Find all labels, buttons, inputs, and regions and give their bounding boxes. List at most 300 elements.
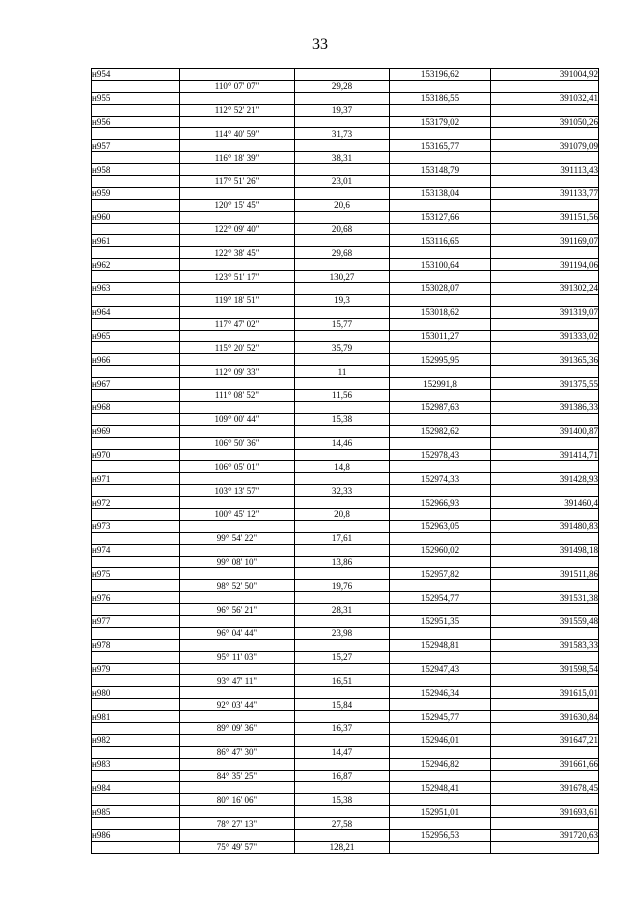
distance-cell-empty	[295, 401, 390, 413]
y-cell-empty	[491, 271, 599, 283]
point-row	[92, 568, 599, 580]
segment-length: 35,79	[295, 342, 390, 354]
x-coordinate: 153165,77	[390, 140, 491, 152]
coordinates-table-body	[92, 69, 599, 854]
segment-length: 128,21	[295, 841, 390, 853]
angle-cell-empty	[180, 711, 295, 723]
direction-angle: 80° 16' 06"	[180, 794, 295, 806]
point-name: н974	[92, 544, 180, 556]
y-coordinate: 391400,87	[491, 425, 599, 437]
y-cell-empty	[491, 651, 599, 663]
angle-cell-empty	[180, 782, 295, 794]
point-name-continuation	[92, 841, 180, 853]
y-coordinate: 391615,01	[491, 687, 599, 699]
y-coordinate: 391169,07	[491, 235, 599, 247]
y-cell-empty	[491, 627, 599, 639]
segment-row	[92, 342, 599, 354]
point-name-continuation	[92, 80, 180, 92]
point-name: н961	[92, 235, 180, 247]
distance-cell-empty	[295, 711, 390, 723]
segment-row	[92, 318, 599, 330]
y-coordinate: 391194,06	[491, 259, 599, 271]
distance-cell-empty	[295, 425, 390, 437]
segment-length: 11	[295, 366, 390, 378]
point-row	[92, 806, 599, 818]
point-name-continuation	[92, 342, 180, 354]
x-cell-empty	[390, 604, 491, 616]
point-name: н984	[92, 782, 180, 794]
point-name-continuation	[92, 699, 180, 711]
point-row	[92, 687, 599, 699]
segment-length: 130,27	[295, 271, 390, 283]
distance-cell-empty	[295, 306, 390, 318]
x-cell-empty	[390, 128, 491, 140]
angle-cell-empty	[180, 806, 295, 818]
y-coordinate: 391480,83	[491, 520, 599, 532]
y-cell-empty	[491, 342, 599, 354]
y-cell-empty	[491, 128, 599, 140]
point-name: н972	[92, 497, 180, 509]
x-cell-empty	[390, 699, 491, 711]
distance-cell-empty	[295, 806, 390, 818]
angle-cell-empty	[180, 164, 295, 176]
direction-angle: 99° 54' 22"	[180, 532, 295, 544]
x-cell-empty	[390, 770, 491, 782]
point-name-continuation	[92, 104, 180, 116]
point-row	[92, 164, 599, 176]
direction-angle: 106° 50' 36"	[180, 437, 295, 449]
segment-row	[92, 604, 599, 616]
y-cell-empty	[491, 366, 599, 378]
distance-cell-empty	[295, 663, 390, 675]
point-name-continuation	[92, 461, 180, 473]
segment-length: 20,6	[295, 199, 390, 211]
segment-row	[92, 532, 599, 544]
y-coordinate: 391598,54	[491, 663, 599, 675]
x-cell-empty	[390, 342, 491, 354]
point-name-continuation	[92, 770, 180, 782]
point-name: н960	[92, 211, 180, 223]
y-cell-empty	[491, 294, 599, 306]
y-cell-empty	[491, 746, 599, 758]
point-name: н970	[92, 449, 180, 461]
point-name: н954	[92, 69, 180, 81]
segment-row	[92, 366, 599, 378]
x-cell-empty	[390, 508, 491, 520]
point-row	[92, 354, 599, 366]
y-coordinate: 391647,21	[491, 734, 599, 746]
y-cell-empty	[491, 770, 599, 782]
angle-cell-empty	[180, 378, 295, 390]
point-row	[92, 830, 599, 842]
point-row	[92, 211, 599, 223]
y-coordinate: 391133,77	[491, 187, 599, 199]
segment-length: 15,27	[295, 651, 390, 663]
y-coordinate: 391365,36	[491, 354, 599, 366]
y-cell-empty	[491, 485, 599, 497]
angle-cell-empty	[180, 259, 295, 271]
x-coordinate: 152982,62	[390, 425, 491, 437]
distance-cell-empty	[295, 164, 390, 176]
point-name: н971	[92, 473, 180, 485]
angle-cell-empty	[180, 663, 295, 675]
segment-row	[92, 294, 599, 306]
point-name: н973	[92, 520, 180, 532]
x-cell-empty	[390, 722, 491, 734]
x-cell-empty	[390, 580, 491, 592]
point-row	[92, 497, 599, 509]
distance-cell-empty	[295, 235, 390, 247]
direction-angle: 96° 56' 21"	[180, 604, 295, 616]
point-row	[92, 69, 599, 81]
point-name: н967	[92, 378, 180, 390]
angle-cell-empty	[180, 140, 295, 152]
segment-row	[92, 722, 599, 734]
segment-row	[92, 651, 599, 663]
point-name-continuation	[92, 794, 180, 806]
distance-cell-empty	[295, 449, 390, 461]
point-row	[92, 544, 599, 556]
point-name: н983	[92, 758, 180, 770]
distance-cell-empty	[295, 782, 390, 794]
direction-angle: 117° 51' 26"	[180, 176, 295, 188]
point-name-continuation	[92, 199, 180, 211]
y-cell-empty	[491, 508, 599, 520]
distance-cell-empty	[295, 378, 390, 390]
distance-cell-empty	[295, 544, 390, 556]
point-row	[92, 401, 599, 413]
distance-cell-empty	[295, 758, 390, 770]
angle-cell-empty	[180, 425, 295, 437]
x-cell-empty	[390, 818, 491, 830]
point-row	[92, 711, 599, 723]
y-coordinate: 391661,66	[491, 758, 599, 770]
y-coordinate: 391375,55	[491, 378, 599, 390]
y-coordinate: 391386,33	[491, 401, 599, 413]
point-name: н963	[92, 283, 180, 295]
segment-length: 23,01	[295, 176, 390, 188]
y-cell-empty	[491, 580, 599, 592]
angle-cell-empty	[180, 568, 295, 580]
point-name: н982	[92, 734, 180, 746]
angle-cell-empty	[180, 187, 295, 199]
y-coordinate: 391460,4	[491, 497, 599, 509]
segment-length: 19,3	[295, 294, 390, 306]
point-name: н955	[92, 92, 180, 104]
direction-angle: 92° 03' 44"	[180, 699, 295, 711]
point-name: н978	[92, 639, 180, 651]
point-name-continuation	[92, 366, 180, 378]
point-row	[92, 449, 599, 461]
point-name: н976	[92, 592, 180, 604]
y-cell-empty	[491, 532, 599, 544]
x-coordinate: 153116,65	[390, 235, 491, 247]
direction-angle: 122° 09' 40"	[180, 223, 295, 235]
segment-length: 16,51	[295, 675, 390, 687]
point-name-continuation	[92, 176, 180, 188]
direction-angle: 114° 40' 59"	[180, 128, 295, 140]
point-name: н979	[92, 663, 180, 675]
x-coordinate: 153138,04	[390, 187, 491, 199]
angle-cell-empty	[180, 211, 295, 223]
point-name-continuation	[92, 746, 180, 758]
point-row	[92, 639, 599, 651]
point-name: н981	[92, 711, 180, 723]
x-coordinate: 152947,43	[390, 663, 491, 675]
distance-cell-empty	[295, 330, 390, 342]
x-coordinate: 153148,79	[390, 164, 491, 176]
angle-cell-empty	[180, 639, 295, 651]
direction-angle: 75° 49' 57"	[180, 841, 295, 853]
point-row	[92, 592, 599, 604]
y-coordinate: 391693,61	[491, 806, 599, 818]
point-name: н966	[92, 354, 180, 366]
segment-length: 17,61	[295, 532, 390, 544]
segment-row	[92, 437, 599, 449]
distance-cell-empty	[295, 116, 390, 128]
x-cell-empty	[390, 627, 491, 639]
point-name: н977	[92, 615, 180, 627]
direction-angle: 93° 47' 11"	[180, 675, 295, 687]
point-name: н959	[92, 187, 180, 199]
x-coordinate: 152954,77	[390, 592, 491, 604]
direction-angle: 111° 08' 52"	[180, 390, 295, 402]
angle-cell-empty	[180, 520, 295, 532]
x-cell-empty	[390, 841, 491, 853]
segment-row	[92, 104, 599, 116]
direction-angle: 78° 27' 13"	[180, 818, 295, 830]
x-cell-empty	[390, 366, 491, 378]
distance-cell-empty	[295, 92, 390, 104]
angle-cell-empty	[180, 592, 295, 604]
distance-cell-empty	[295, 497, 390, 509]
x-coordinate: 152960,02	[390, 544, 491, 556]
y-cell-empty	[491, 461, 599, 473]
segment-row	[92, 176, 599, 188]
y-cell-empty	[491, 152, 599, 164]
x-coordinate: 152956,53	[390, 830, 491, 842]
x-coordinate: 152946,01	[390, 734, 491, 746]
segment-row	[92, 80, 599, 92]
y-cell-empty	[491, 318, 599, 330]
angle-cell-empty	[180, 116, 295, 128]
angle-cell-empty	[180, 687, 295, 699]
distance-cell-empty	[295, 615, 390, 627]
direction-angle: 112° 09' 33"	[180, 366, 295, 378]
distance-cell-empty	[295, 140, 390, 152]
angle-cell-empty	[180, 497, 295, 509]
direction-angle: 106° 05' 01"	[180, 461, 295, 473]
y-coordinate: 391319,07	[491, 306, 599, 318]
point-name: н969	[92, 425, 180, 437]
y-cell-empty	[491, 794, 599, 806]
segment-row	[92, 390, 599, 402]
segment-length: 28,31	[295, 604, 390, 616]
point-name: н962	[92, 259, 180, 271]
y-cell-empty	[491, 104, 599, 116]
x-coordinate: 153018,62	[390, 306, 491, 318]
segment-row	[92, 508, 599, 520]
direction-angle: 119° 18' 51"	[180, 294, 295, 306]
point-name-continuation	[92, 722, 180, 734]
x-coordinate: 152946,82	[390, 758, 491, 770]
segment-length: 29,68	[295, 247, 390, 259]
segment-length: 15,38	[295, 794, 390, 806]
angle-cell-empty	[180, 330, 295, 342]
segment-length: 38,31	[295, 152, 390, 164]
segment-row	[92, 580, 599, 592]
point-name: н968	[92, 401, 180, 413]
direction-angle: 89° 09' 36"	[180, 722, 295, 734]
x-coordinate: 152951,01	[390, 806, 491, 818]
segment-row	[92, 485, 599, 497]
x-cell-empty	[390, 532, 491, 544]
y-cell-empty	[491, 675, 599, 687]
direction-angle: 117° 47' 02"	[180, 318, 295, 330]
x-cell-empty	[390, 223, 491, 235]
coordinates-table	[91, 68, 599, 854]
x-coordinate: 153011,27	[390, 330, 491, 342]
segment-row	[92, 746, 599, 758]
y-coordinate: 391151,56	[491, 211, 599, 223]
angle-cell-empty	[180, 92, 295, 104]
y-cell-empty	[491, 437, 599, 449]
segment-row	[92, 199, 599, 211]
angle-cell-empty	[180, 615, 295, 627]
segment-length: 19,76	[295, 580, 390, 592]
x-coordinate: 152987,63	[390, 401, 491, 413]
direction-angle: 115° 20' 52"	[180, 342, 295, 354]
y-coordinate: 391498,18	[491, 544, 599, 556]
point-row	[92, 306, 599, 318]
distance-cell-empty	[295, 592, 390, 604]
point-row	[92, 140, 599, 152]
point-row	[92, 663, 599, 675]
angle-cell-empty	[180, 473, 295, 485]
x-coordinate: 152995,95	[390, 354, 491, 366]
point-name: н985	[92, 806, 180, 818]
point-row	[92, 520, 599, 532]
y-coordinate: 391531,38	[491, 592, 599, 604]
y-coordinate: 391333,02	[491, 330, 599, 342]
y-cell-empty	[491, 818, 599, 830]
segment-row	[92, 556, 599, 568]
segment-row	[92, 152, 599, 164]
segment-length: 20,8	[295, 508, 390, 520]
x-cell-empty	[390, 675, 491, 687]
y-coordinate: 391559,48	[491, 615, 599, 627]
segment-row	[92, 627, 599, 639]
y-coordinate: 391511,86	[491, 568, 599, 580]
point-row	[92, 187, 599, 199]
segment-length: 23,98	[295, 627, 390, 639]
point-row	[92, 378, 599, 390]
point-name: н965	[92, 330, 180, 342]
direction-angle: 96° 04' 44"	[180, 627, 295, 639]
x-coordinate: 153196,62	[390, 69, 491, 81]
x-cell-empty	[390, 794, 491, 806]
distance-cell-empty	[295, 568, 390, 580]
distance-cell-empty	[295, 211, 390, 223]
distance-cell-empty	[295, 734, 390, 746]
segment-length: 32,33	[295, 485, 390, 497]
angle-cell-empty	[180, 306, 295, 318]
x-cell-empty	[390, 461, 491, 473]
angle-cell-empty	[180, 734, 295, 746]
y-coordinate: 391414,71	[491, 449, 599, 461]
y-cell-empty	[491, 176, 599, 188]
segment-row	[92, 271, 599, 283]
distance-cell-empty	[295, 354, 390, 366]
point-row	[92, 473, 599, 485]
point-name-continuation	[92, 247, 180, 259]
segment-length: 14,46	[295, 437, 390, 449]
point-name-continuation	[92, 318, 180, 330]
x-cell-empty	[390, 80, 491, 92]
segment-row	[92, 675, 599, 687]
angle-cell-empty	[180, 544, 295, 556]
x-coordinate: 153028,07	[390, 283, 491, 295]
point-row	[92, 116, 599, 128]
angle-cell-empty	[180, 69, 295, 81]
point-name-continuation	[92, 556, 180, 568]
point-row	[92, 259, 599, 271]
segment-length: 15,84	[295, 699, 390, 711]
y-cell-empty	[491, 556, 599, 568]
direction-angle: 122° 38' 45"	[180, 247, 295, 259]
distance-cell-empty	[295, 283, 390, 295]
y-cell-empty	[491, 247, 599, 259]
angle-cell-empty	[180, 758, 295, 770]
distance-cell-empty	[295, 687, 390, 699]
y-coordinate: 391113,43	[491, 164, 599, 176]
segment-length: 16,37	[295, 722, 390, 734]
x-coordinate: 152957,82	[390, 568, 491, 580]
x-cell-empty	[390, 318, 491, 330]
y-cell-empty	[491, 80, 599, 92]
x-cell-empty	[390, 556, 491, 568]
point-name-continuation	[92, 223, 180, 235]
point-name-continuation	[92, 294, 180, 306]
point-row	[92, 283, 599, 295]
point-name: н986	[92, 830, 180, 842]
angle-cell-empty	[180, 401, 295, 413]
direction-angle: 109° 00' 44"	[180, 413, 295, 425]
distance-cell-empty	[295, 520, 390, 532]
segment-length: 14,8	[295, 461, 390, 473]
direction-angle: 123° 51' 17"	[180, 271, 295, 283]
x-cell-empty	[390, 651, 491, 663]
point-row	[92, 235, 599, 247]
point-name-continuation	[92, 390, 180, 402]
x-cell-empty	[390, 413, 491, 425]
distance-cell-empty	[295, 830, 390, 842]
page-number: 33	[312, 36, 328, 53]
point-name-continuation	[92, 485, 180, 497]
y-cell-empty	[491, 413, 599, 425]
segment-length: 31,73	[295, 128, 390, 140]
point-name: н964	[92, 306, 180, 318]
y-coordinate: 391428,93	[491, 473, 599, 485]
direction-angle: 99° 08' 10"	[180, 556, 295, 568]
x-coordinate: 152948,41	[390, 782, 491, 794]
x-cell-empty	[390, 437, 491, 449]
segment-row	[92, 770, 599, 782]
y-cell-empty	[491, 722, 599, 734]
point-row	[92, 92, 599, 104]
segment-row	[92, 128, 599, 140]
y-cell-empty	[491, 699, 599, 711]
